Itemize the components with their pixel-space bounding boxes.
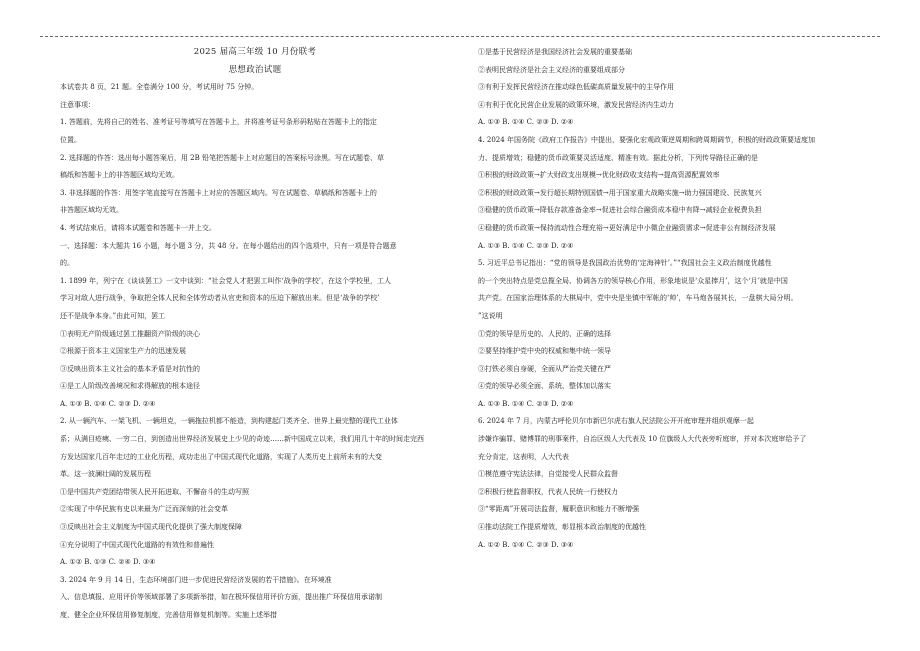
right-text-block — [478, 44, 870, 554]
text-line: A. ①③ B. ①④ C. ②③ D. ②④ — [478, 399, 574, 408]
left-text-block — [60, 79, 450, 624]
text-line: 学习对敌人进行战争，争取把全体人民和全体劳动者从官吏和资本的压迫下解放出来。但是‘战争的学校’ — [60, 294, 380, 303]
text-line: A. ①③ B. ①④ C. ②③ D. ②④ — [478, 241, 574, 250]
text-line: ③“零距离”开展司法监督，履职意识和能力不断增强 — [478, 505, 640, 514]
text-line: ④充分说明了中国式现代化道路的有效性和普遍性 — [60, 540, 214, 549]
text-line: A. ①③ B. ①④ C. ②③ D. ②④ — [478, 118, 574, 127]
text-line: 3. 2024 年 9 月 14 日，生态环境部门进一步促进民营经济发展的若干措施》。在环境准 — [60, 575, 332, 584]
text-line: 4. 考试结束后，请将本试题卷和答题卡一并上交。 — [60, 223, 216, 232]
top-dashed-rule — [40, 36, 880, 37]
text-line: 4. 2024 年国务院《政府工作报告》中提出，要强化宏观政策逆周期和跨周期调节，积极的财政政策要适度加 — [478, 135, 815, 144]
text-line: 5. 习近平总书记指出：“党的领导是我国政治优势的‘定海神针’。”“我国社会主义政治制度优越性 — [478, 259, 772, 268]
text-line: 本试卷共 8 页，21 题。全卷满分 100 分，考试用时 75 分钟。 — [60, 83, 259, 92]
text-line: ②实现了中华民族有史以来最为广泛而深刻的社会变革 — [60, 505, 228, 514]
left-column — [60, 44, 450, 625]
text-line: 力、提质增效；稳健的货币政策要灵活适度、精准有效。据此分析，下列传导路径正确的是 — [478, 153, 758, 162]
text-line: ①表明无产阶级通过罢工推翻资产阶级的决心 — [60, 329, 200, 338]
exam-subtitle: 思想政治试题 — [228, 64, 282, 75]
text-line: ③反映出社会主义制度为中国式现代化提供了强大制度保障 — [60, 523, 242, 532]
text-line: 位置。 — [60, 135, 81, 144]
text-line: 1. 答题前，先将自己的姓名、准考证号等填写在答题卡上，并将准考证号条形码粘贴在答题卡上的指定 — [60, 118, 377, 127]
text-line: ④有利于优化民营企业发展的政策环境，激发民营经济内生动力 — [478, 100, 674, 109]
text-line: A. ①③ B. ①④ C. ②③ D. ②④ — [60, 399, 156, 408]
text-line: 稿纸和答题卡上的非答题区域均无效。 — [60, 171, 179, 180]
text-line: ①模范遵守宪法法律，自觉接受人民群众监督 — [478, 470, 618, 479]
text-line: ①党的领导是历史的、人民的、正确的选择 — [478, 329, 611, 338]
text-line: 充分肯定，这表明，人大代表 — [478, 452, 569, 461]
text-line: 还不是战争本身。”由此可知，罢工 — [60, 311, 166, 320]
text-line: 涉嫌诈骗罪、赌博罪的刑事案件，自治区级人大代表及 10 位旗级人大代表旁听庭审，并对本次庭审给予了 — [478, 435, 807, 444]
text-line: ②积极行使监督职权，代表人民统一行使权力 — [478, 487, 618, 496]
text-line: 2. 从一辆汽车、一架飞机、一辆坦克，一辆拖拉机都不能造，到构建起门类齐全、世界上最完整的现代工业体 — [60, 417, 398, 426]
text-line: ③有利于发挥民营经济在推动绿色低碳高质量发展中的主导作用 — [478, 83, 674, 92]
text-line: ④推动法院工作提质增效，彰显根本政治制度的优越性 — [478, 523, 646, 532]
text-line: ④稳健的货币政策→保持流动性合理充裕→更好满足中小微企业融资需求→促进非公有制经济发展 — [478, 223, 776, 232]
text-line: 3. 非选择题的作答：用签字笔直接写在答题卡上对应的答题区域内。写在试题卷、草稿纸和答题卡上的 — [60, 188, 377, 197]
text-line: ③稳健的货币政策→降低存款准备金率→促进社会综合融资成本稳中有降→减轻企业税费负担 — [478, 206, 762, 215]
text-line: ①是基于民营经济是我国经济社会发展的重要基础 — [478, 48, 632, 56]
text-line: ②积极的财政政策→发行超长期特别国债→用于国家重大战略实施→助力强国建设、民族复兴 — [478, 188, 762, 197]
text-line: 6. 2024 年 7 月，内蒙古呼伦贝尔市新巴尔虎右旗人民法院公开开庭审理并组织观摩一起 — [478, 417, 754, 426]
text-line: 2. 选择题的作答：选出每小题答案后，用 2B 铅笔把答题卡上对应题目的答案标号涂黑。写在试题卷、草 — [60, 153, 384, 162]
text-line: ④是工人阶级改善境况和求得解放的根本途径 — [60, 382, 200, 391]
text-line: 方发达国家几百年走过的工业化历程，成功走出了中国式现代化道路，实现了人类历史上前所未有的大变 — [60, 452, 382, 461]
text-line: 的。 — [60, 259, 74, 268]
text-line: ③反映出资本主义社会的基本矛盾是对抗性的 — [60, 364, 200, 373]
text-line: 非答题区域均无效。 — [60, 206, 123, 215]
right-column — [478, 44, 870, 554]
text-line: ①积极的财政政策→扩大财政支出规模→优化财政收支结构→提高资源配置效率 — [478, 171, 720, 180]
text-line: ③打铁必须自身硬，全面从严治党关键在严 — [478, 364, 611, 373]
text-line: ①是中国共产党团结带领人民开拓进取、不懈奋斗的生动写照 — [60, 487, 249, 496]
text-line: 入、信息填报、应用评价等领域部署了多项新举措，如在极环保信用评价方面，提出推广环保信用承诺制 — [60, 593, 382, 602]
text-line: ②根源于资本主义国家生产力的迅速发展 — [60, 347, 186, 356]
text-line: A. ①② B. ①④ C. ②③ D. ③④ — [478, 540, 574, 549]
text-line: ②要坚持维护党中央的权威和集中统一领导 — [478, 347, 611, 356]
text-line: ②表明民营经济是社会主义经济的重要组成部分 — [478, 65, 625, 74]
text-line: 1. 1899 年，列宁在《谈谈罢工》一文中谈到：“社会党人才把罢工叫作‘战争的学校’，在这个学校里，工人 — [60, 276, 391, 285]
text-line: 的一个突出特点是党总揽全局、协调各方的领导核心作用，形象地说是‘众星捧月’，这个‘月’就是中国 — [478, 276, 788, 285]
text-line: ”这说明 — [478, 311, 503, 320]
text-line: 注意事项： — [60, 100, 95, 109]
text-line: 共产党。在国家治理体系的大棋局中，党中央是坐镇中军帐的‘帅’，车马炮各展其长，一盘棋大局分明。 — [478, 294, 798, 303]
text-line: 一、选择题：本大题共 16 小题，每小题 3 分，共 48 分。在每小题给出的四个选项中，只有一项是符合题意 — [60, 241, 397, 250]
text-line: ④党的领导必须全面、系统、整体加以落实 — [478, 382, 611, 391]
text-line: 革。这一波澜壮阔的发展历程 — [60, 470, 151, 479]
text-line: A. ①② B. ①③ C. ②④ D. ③④ — [60, 558, 156, 567]
text-line: 系；从满目疮痍、一穷二白，到创造出世界经济发展史上少见的奇迹……新中国成立以来，我们用几十年的时间走完西 — [60, 435, 424, 444]
text-line: 度，健全企业环保信用修复制度，完善信用修复机制等。实施上述举措 — [60, 611, 277, 619]
exam-title: 2025 届高三年级 10 月份联考 — [193, 47, 317, 57]
